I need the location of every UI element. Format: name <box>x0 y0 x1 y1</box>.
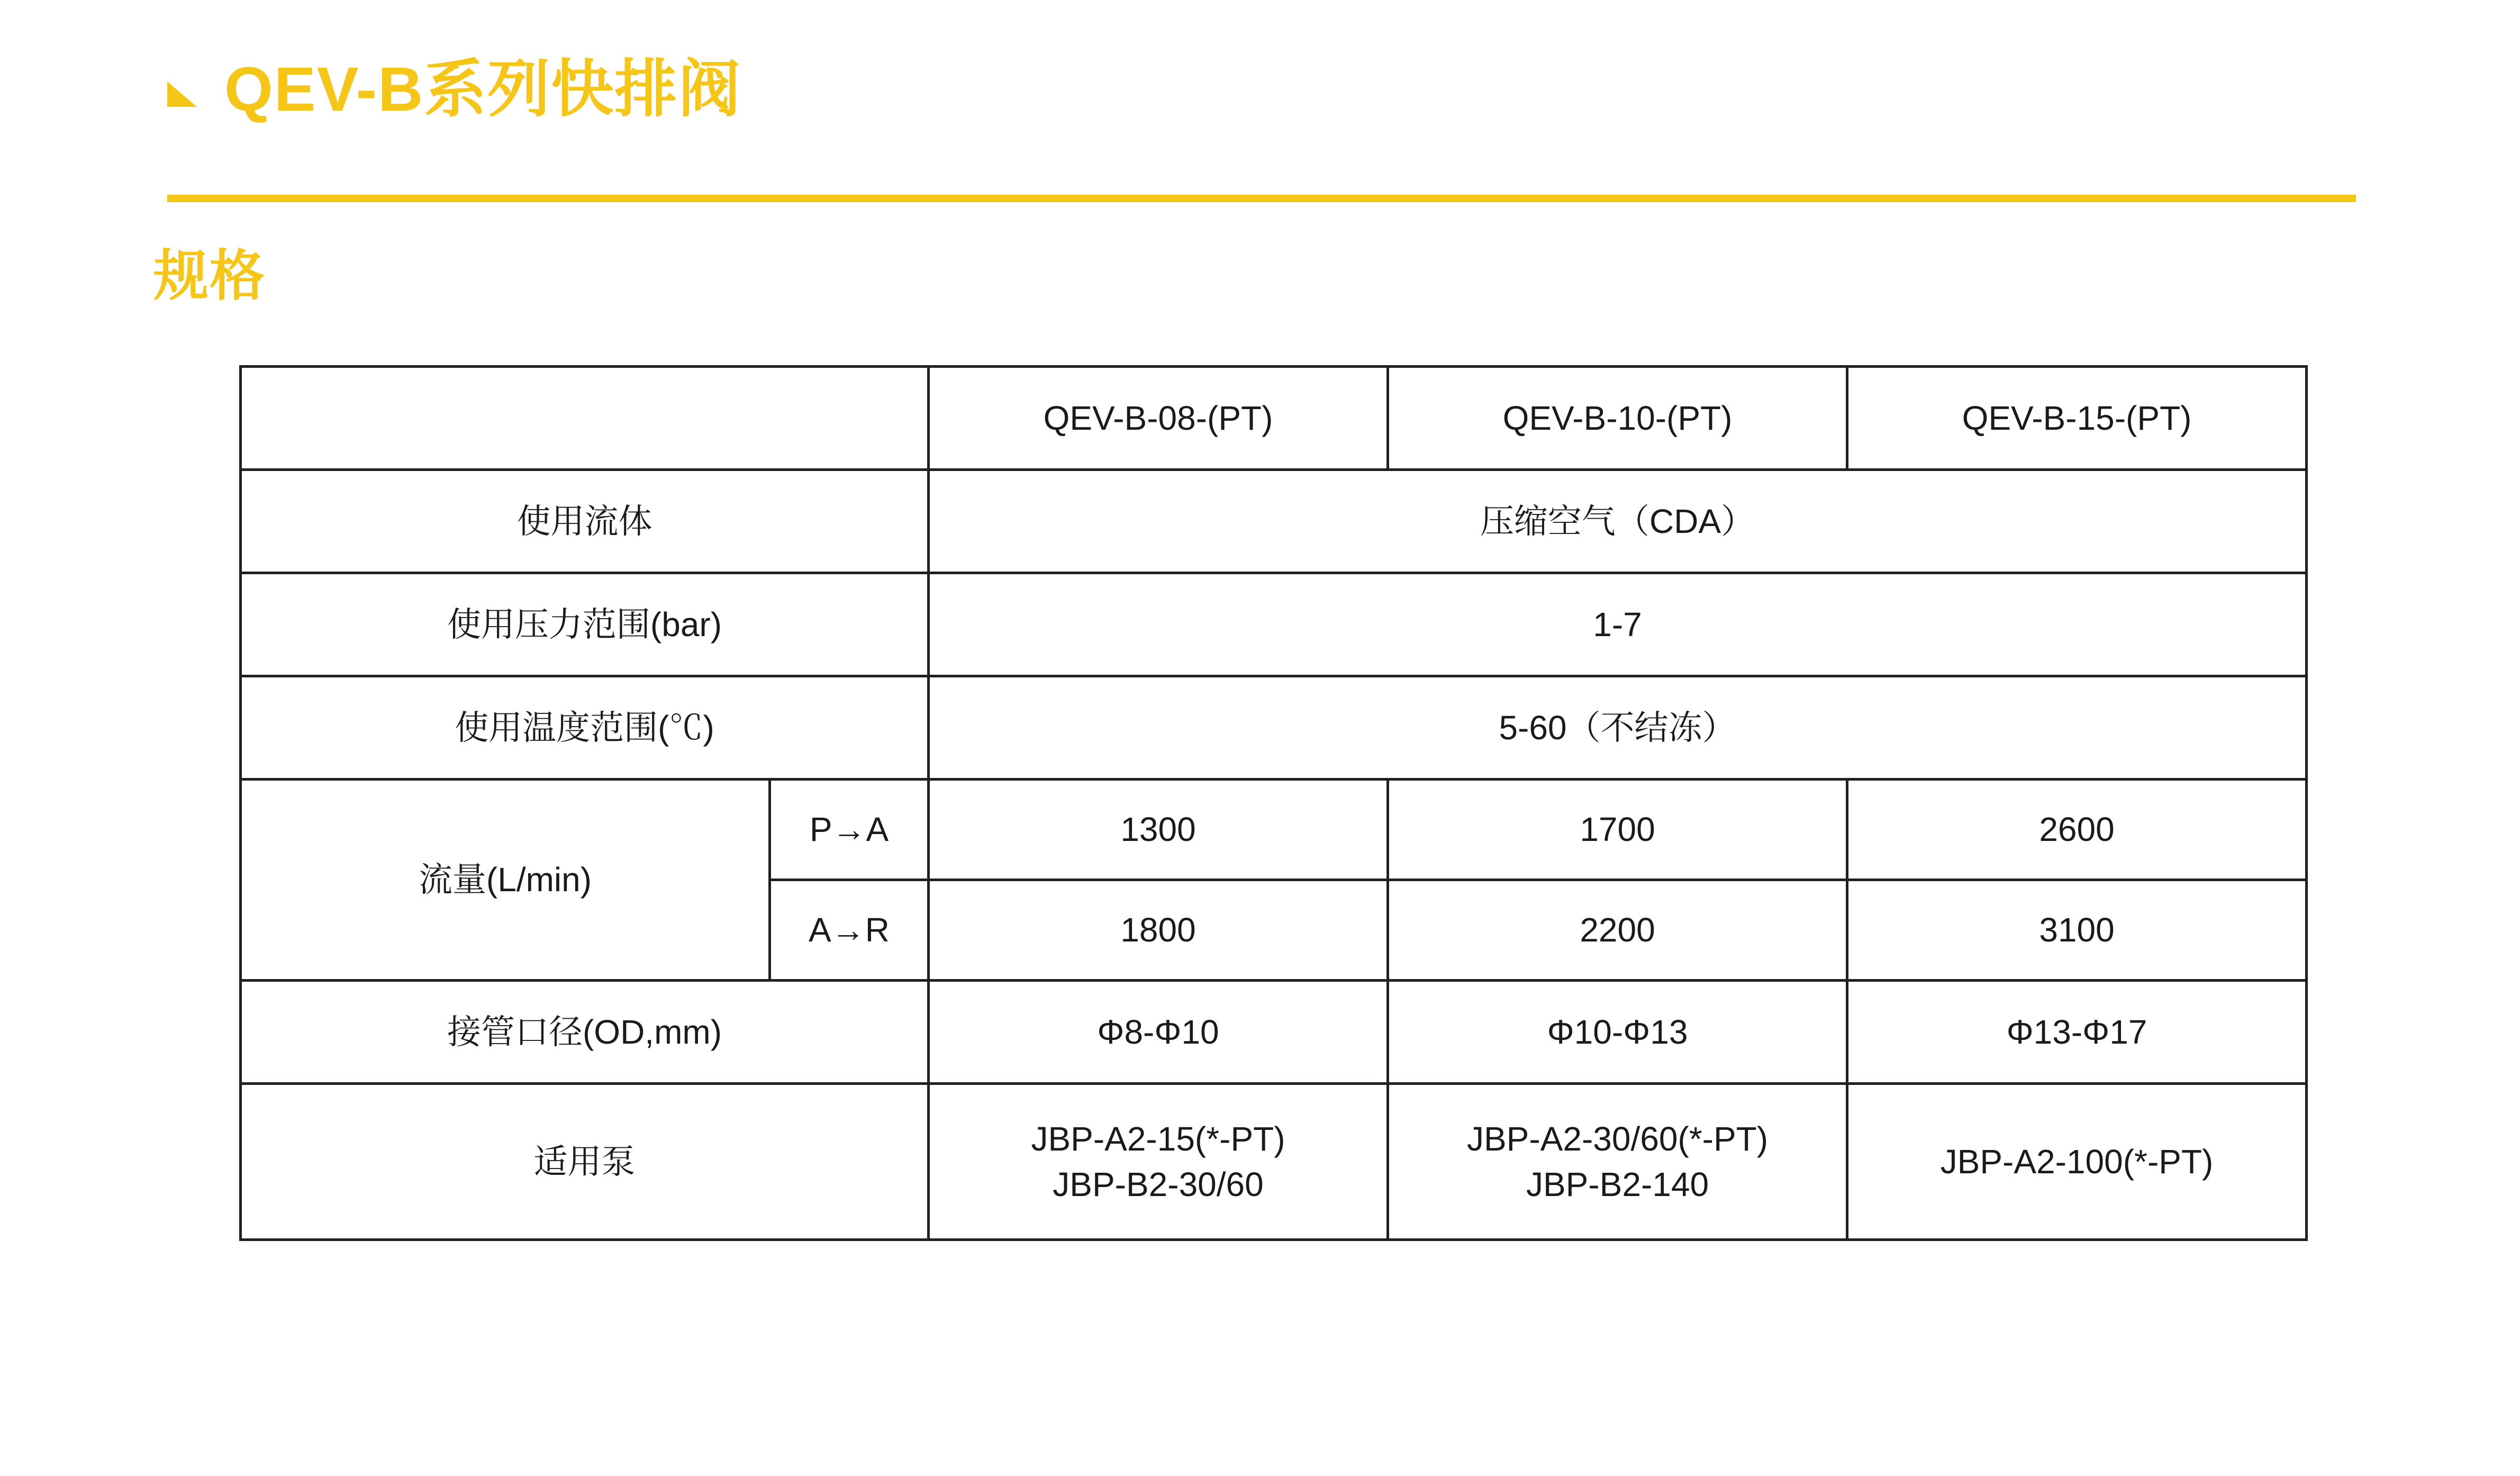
header-divider <box>167 195 2356 202</box>
row-label-applicable-pump: 适用泵 <box>241 1084 929 1240</box>
spec-table-wrapper <box>239 365 2306 1241</box>
row-value-fluid: 压缩空气（CDA） <box>929 470 2307 573</box>
cell-flow-pa-08: 1300 <box>929 780 1388 880</box>
cell-pump-15 <box>1847 1084 2307 1240</box>
cell-pump-10-line2: JBP-B2-140 <box>1526 1165 1709 1203</box>
cell-pump-10-line1: JBP-A2-30/60(*-PT) <box>1466 1119 1769 1158</box>
page-header <box>167 55 2358 124</box>
column-header-model-10: QEV-B-10-(PT) <box>1388 367 1847 470</box>
cell-pump-08 <box>929 1084 1388 1240</box>
row-value-temperature: 5-60（不结冻） <box>929 676 2307 780</box>
cell-od-10: Φ10-Φ13 <box>1388 981 1847 1084</box>
table-row <box>241 470 2307 573</box>
cell-pump-15-line1: JBP-A2-100(*-PT) <box>1940 1142 2214 1181</box>
cell-od-08: Φ8-Φ10 <box>929 981 1388 1084</box>
cell-flow-ar-08: 1800 <box>929 880 1388 981</box>
cell-flow-pa-15: 2600 <box>1847 780 2307 880</box>
table-header-row <box>241 367 2307 470</box>
cell-pump-10 <box>1388 1084 1847 1240</box>
row-label-flow: 流量(L/min) <box>241 780 770 981</box>
row-sublabel-flow-ar: A→R <box>770 880 929 981</box>
cell-flow-ar-15: 3100 <box>1847 880 2307 981</box>
row-sublabel-flow-pa: P→A <box>770 780 929 880</box>
table-row <box>241 676 2307 780</box>
cell-od-15: Φ13-Φ17 <box>1847 981 2307 1084</box>
table-corner-cell <box>241 367 929 470</box>
cell-flow-ar-10: 2200 <box>1388 880 1847 981</box>
spec-table <box>239 365 2308 1241</box>
cell-pump-08-line2: JBP-B2-30/60 <box>1053 1165 1264 1203</box>
table-row <box>241 573 2307 676</box>
cell-pump-08-line1: JBP-A2-15(*-PT) <box>1031 1119 1285 1158</box>
triangle-icon <box>167 82 197 107</box>
table-row <box>241 780 2307 880</box>
row-label-pressure: 使用压力范围(bar) <box>241 573 929 676</box>
table-row <box>241 981 2307 1084</box>
cell-flow-pa-10: 1700 <box>1388 780 1847 880</box>
table-row <box>241 1084 2307 1240</box>
row-label-temperature: 使用温度范围(℃) <box>241 676 929 780</box>
section-title: 规格 <box>153 246 266 307</box>
row-value-pressure: 1-7 <box>929 573 2307 676</box>
row-label-fluid: 使用流体 <box>241 470 929 573</box>
page-title: QEV-B系列快排阀 <box>224 55 742 124</box>
row-label-tube-od: 接管口径(OD,mm) <box>241 981 929 1084</box>
column-header-model-15: QEV-B-15-(PT) <box>1847 367 2307 470</box>
column-header-model-08: QEV-B-08-(PT) <box>929 367 1388 470</box>
